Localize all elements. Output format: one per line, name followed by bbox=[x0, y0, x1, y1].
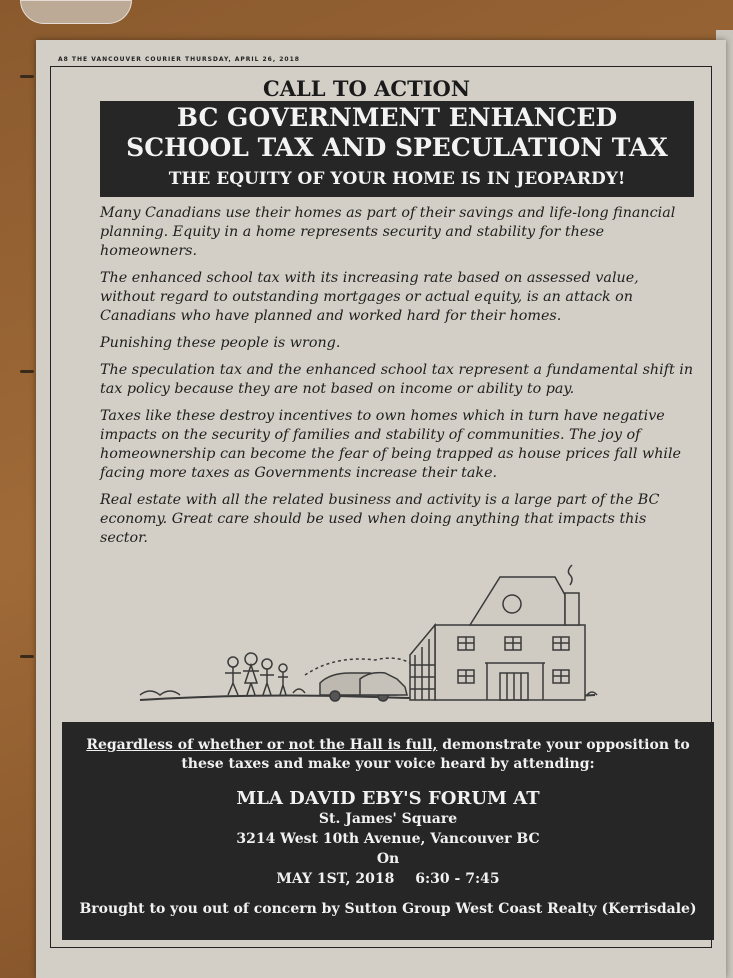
paragraph: The speculation tax and the enhanced school tax represent a fundamental shift in tax policy because they are not based on income or ability to pay. bbox=[100, 362, 694, 397]
headline-banner bbox=[100, 101, 694, 197]
binder-mark bbox=[20, 370, 34, 373]
event-announcement bbox=[62, 722, 714, 940]
call-to-action-heading: CALL TO ACTION bbox=[262, 76, 471, 101]
event-date: MAY 1ST, 2018 bbox=[276, 871, 395, 887]
running-header bbox=[58, 56, 300, 63]
paragraph: Real estate with all the related business and activity is a large part of the BC economy. Great care should be used when doing anything that impacts this sector. bbox=[100, 492, 660, 546]
invitation-rest: demonstrate your opposition to these taxes and make your voice heard by attending: bbox=[181, 737, 690, 772]
headline-subtitle: THE EQUITY OF YOUR HOME IS IN JEOPARDY! bbox=[168, 169, 626, 189]
forum-title: MLA DAVID EBY'S FORUM AT bbox=[236, 788, 540, 809]
paper-name: THE VANCOUVER COURIER bbox=[71, 56, 182, 63]
ad-body bbox=[100, 204, 698, 556]
paragraph: The enhanced school tax with its increasing rate based on assessed value, without regard to outstanding mortgages or actual equity, is an attack on Canadians who have planned and worked hard for their homes. bbox=[100, 270, 639, 324]
event-time: 6:30 - 7:45 bbox=[415, 871, 500, 887]
drinking-glass bbox=[20, 0, 132, 24]
venue-name: St. James' Square bbox=[318, 811, 458, 827]
headline-line-1: BC GOVERNMENT ENHANCED bbox=[176, 103, 618, 132]
headline-line-2: SCHOOL TAX AND SPECULATION TAX bbox=[126, 133, 668, 162]
event-datetime bbox=[62, 871, 714, 887]
sponsor-credit: Brought to you out of concern by Sutton Group West Coast Realty (Kerrisdale) bbox=[79, 901, 697, 917]
paragraph: Many Canadians use their homes as part of their savings and life-long financial planning. Equity in a home represents security and stability for these homeowners. bbox=[100, 205, 676, 259]
paragraph: Punishing these people is wrong. bbox=[100, 335, 341, 351]
invitation-text bbox=[62, 736, 714, 774]
page-number: A8 bbox=[58, 56, 69, 63]
paragraph: Taxes like these destroy incentives to own homes which in turn have negative impacts on the security of families and stability of communities. The joy of homeownership can become the fear of being trapped as house prices fall while facing more taxes as Governments increase their take. bbox=[100, 408, 682, 481]
venue-address: 3214 West 10th Avenue, Vancouver BC bbox=[236, 831, 540, 847]
binder-mark bbox=[20, 655, 34, 658]
invitation-underlined: Regardless of whether or not the Hall is full, bbox=[86, 737, 438, 753]
on-label: On bbox=[376, 851, 400, 867]
issue-date: THURSDAY, APRIL 26, 2018 bbox=[185, 56, 300, 63]
house-family-illustration bbox=[135, 555, 600, 725]
